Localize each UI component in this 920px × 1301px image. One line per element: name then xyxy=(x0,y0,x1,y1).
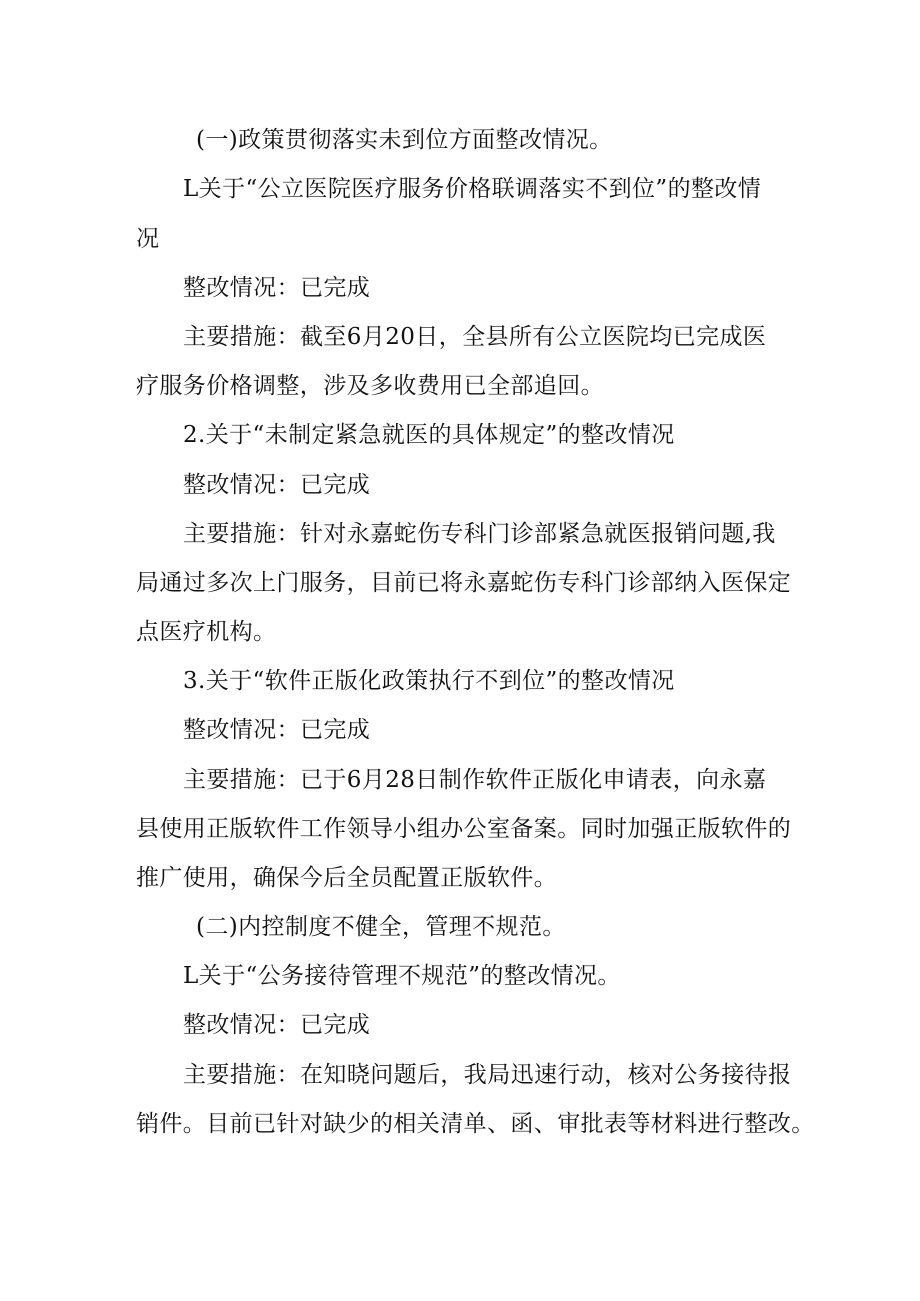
item-1-measures: 主要措施：截至6月20日，全县所有公立医院均已完成医 xyxy=(183,324,767,350)
item-2-title: 2.关于“未制定紧急就医的具体规定”的整改情况 xyxy=(183,422,675,448)
item-2-measures: 主要措施：针对永嘉蛇伤专科门诊部紧急就医报销问题,我 xyxy=(183,521,776,547)
item-3-status: 整改情况：已完成 xyxy=(183,717,371,743)
item-2-measures-cont-1: 局通过多次上门服务，目前已将永嘉蛇伤专科门诊部纳入医保定 xyxy=(136,570,792,596)
item-4-status: 整改情况：已完成 xyxy=(183,1012,371,1038)
item-4-measures-cont: 销件。目前已针对缺少的相关清单、函、审批表等材料进行整改。 xyxy=(136,1111,815,1137)
item-4-measures: 主要措施：在知晓问题后，我局迅速行动，核对公务接待报 xyxy=(183,1062,792,1088)
item-3-measures-cont-1: 县使用正版软件工作领导小组办公室备案。同时加强正版软件的 xyxy=(136,816,792,842)
section-2-heading: (二)内控制度不健全，管理不规范。 xyxy=(196,914,566,940)
section-1-heading: (一)政策贯彻落实未到位方面整改情况。 xyxy=(196,127,613,153)
item-1-status: 整改情况：已完成 xyxy=(183,275,371,301)
item-4-title: L关于“公务接待管理不规范”的整改情况。 xyxy=(183,963,621,989)
item-3-measures: 主要措施：已于6月28日制作软件正版化申请表，向永嘉 xyxy=(183,767,767,793)
item-2-measures-cont-2: 点医疗机构。 xyxy=(136,619,277,645)
item-1-measures-cont: 疗服务价格调整，涉及多收费用已全部追回。 xyxy=(136,373,604,399)
item-3-measures-cont-2: 推广使用，确保今后全员配置正版软件。 xyxy=(136,865,558,891)
item-3-title: 3.关于“软件正版化政策执行不到位”的整改情况 xyxy=(183,668,675,694)
item-1-title-cont: 况 xyxy=(136,226,160,252)
item-1-title: L关于“公立医院医疗服务价格联调落实不到位”的整改情 xyxy=(183,176,762,202)
item-2-status: 整改情况：已完成 xyxy=(183,472,371,498)
